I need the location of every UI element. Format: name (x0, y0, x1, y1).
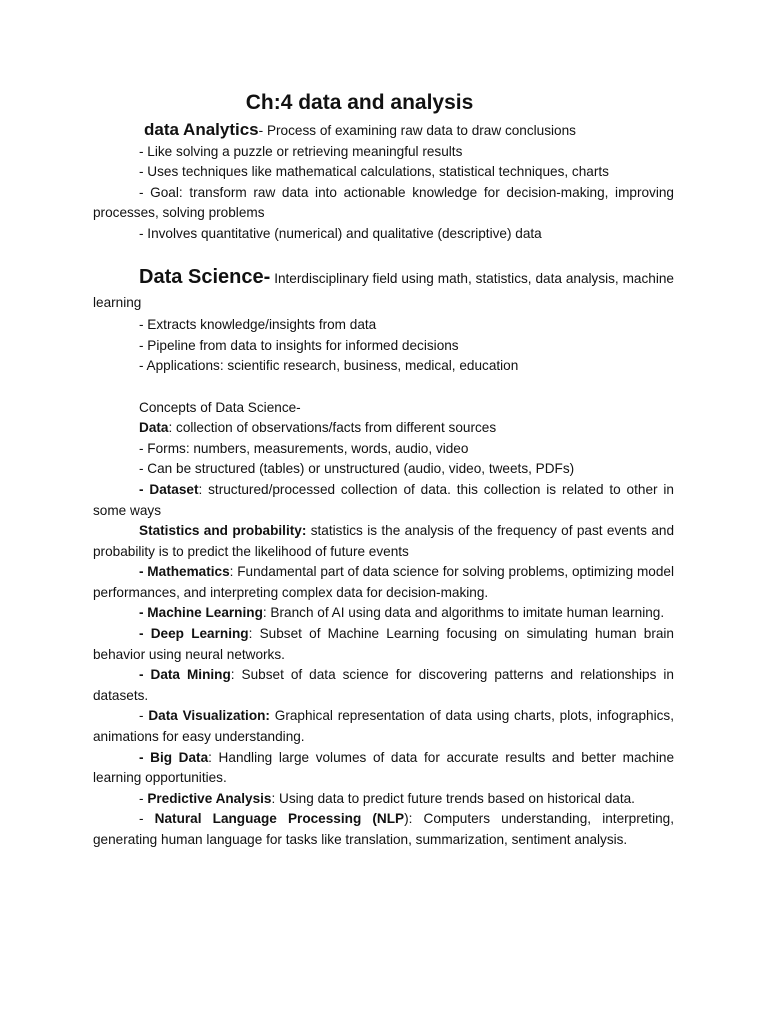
concept-text: : Branch of AI using data and algorithms to imitate human learning. (262, 605, 665, 621)
science-point: - Pipeline from data to insights for informed decisions (139, 337, 459, 353)
concept-item (93, 706, 674, 747)
science-intro (93, 265, 674, 315)
concepts-heading: Concepts of Data Science- (139, 399, 301, 415)
concept-text: : Using data to predict future trends based on historical data. (271, 790, 635, 806)
concept-term: - Data Mining (139, 667, 231, 683)
concept-text: : Fundamental part of data science for solving problems, optimizing model performances, and interpreting complex data for decision-making. (93, 564, 674, 600)
concept-item (93, 789, 674, 810)
concept-term: Natural Language Processing (NLP (154, 811, 405, 827)
spacer (93, 245, 674, 266)
concept-item (93, 665, 674, 706)
science-point: - Applications: scientific research, business, medical, education (139, 358, 519, 374)
analytics-intro (93, 120, 674, 142)
science-definition: Interdisciplinary field using math, statistics, data analysis, machine learning (93, 271, 674, 311)
concept-term: - Deep Learning (139, 626, 249, 642)
concept-term: - Big Data (139, 749, 209, 765)
data-point: - Can be structured (tables) or unstructured (audio, video, tweets, PDFs) (139, 461, 575, 477)
concept-text: : Subset of Machine Learning focusing on simulating human brain behavior using neural networks. (93, 626, 674, 662)
analytics-heading: data Analytics (144, 120, 259, 139)
concept-item (93, 624, 674, 665)
concept-text: : Handling large volumes of data for accurate results and better machine learning opportunities. (93, 749, 674, 786)
concept-term: - Mathematics (139, 564, 230, 580)
concept-item (93, 480, 674, 521)
analytics-point: - Like solving a puzzle or retrieving meaningful results (139, 143, 463, 159)
concept-item (93, 809, 674, 850)
concept-item (93, 603, 674, 624)
analytics-definition: - Process of examining raw data to draw conclusions (258, 123, 576, 138)
concept-item (93, 748, 674, 789)
page-title: Ch:4 data and analysis (245, 91, 474, 114)
concept-text: statistics is the analysis of the frequency of past events and probability is to predict the likelihood of future events (93, 523, 675, 559)
concept-text: : structured/processed collection of data. this collection is related to other in some ways (93, 481, 674, 518)
concept-item (93, 562, 674, 603)
concept-term: Data (139, 420, 169, 436)
concept-term: - Dataset (139, 481, 199, 497)
concept-prefix: - (139, 811, 155, 827)
concept-term: - Machine Learning (139, 605, 263, 621)
concept-data (93, 418, 674, 439)
analytics-point: - Goal: transform raw data into actionable knowledge for decision-making, improving processes, solving problems (93, 184, 674, 221)
spacer (93, 377, 674, 398)
data-point: - Forms: numbers, measurements, words, audio, video (139, 440, 469, 456)
document-page (93, 86, 674, 851)
concept-prefix: - (139, 790, 148, 806)
concept-term: Data Visualization: (148, 708, 270, 724)
science-heading: Data Science- (139, 266, 271, 289)
concept-prefix: - (139, 708, 149, 724)
concept-term: Statistics and probability: (139, 523, 307, 539)
science-point: - Extracts knowledge/insights from data (139, 317, 377, 333)
concept-term: Predictive Analysis (147, 790, 272, 806)
concept-text: ): Computers understanding, interpreting, generating human language for tasks like translation, summarization, sentiment analysis. (93, 811, 674, 847)
concept-text: : Subset of data science for discovering patterns and relationships in datasets. (93, 667, 674, 703)
analytics-point: - Uses techniques like mathematical calculations, statistical techniques, charts (139, 164, 609, 180)
concept-item (93, 521, 674, 562)
concept-text: : collection of observations/facts from different sources (168, 420, 497, 436)
analytics-point: - Involves quantitative (numerical) and qualitative (descriptive) data (139, 225, 542, 241)
concept-text: Graphical representation of data using charts, plots, infographics, animations for easy understanding. (93, 708, 674, 745)
